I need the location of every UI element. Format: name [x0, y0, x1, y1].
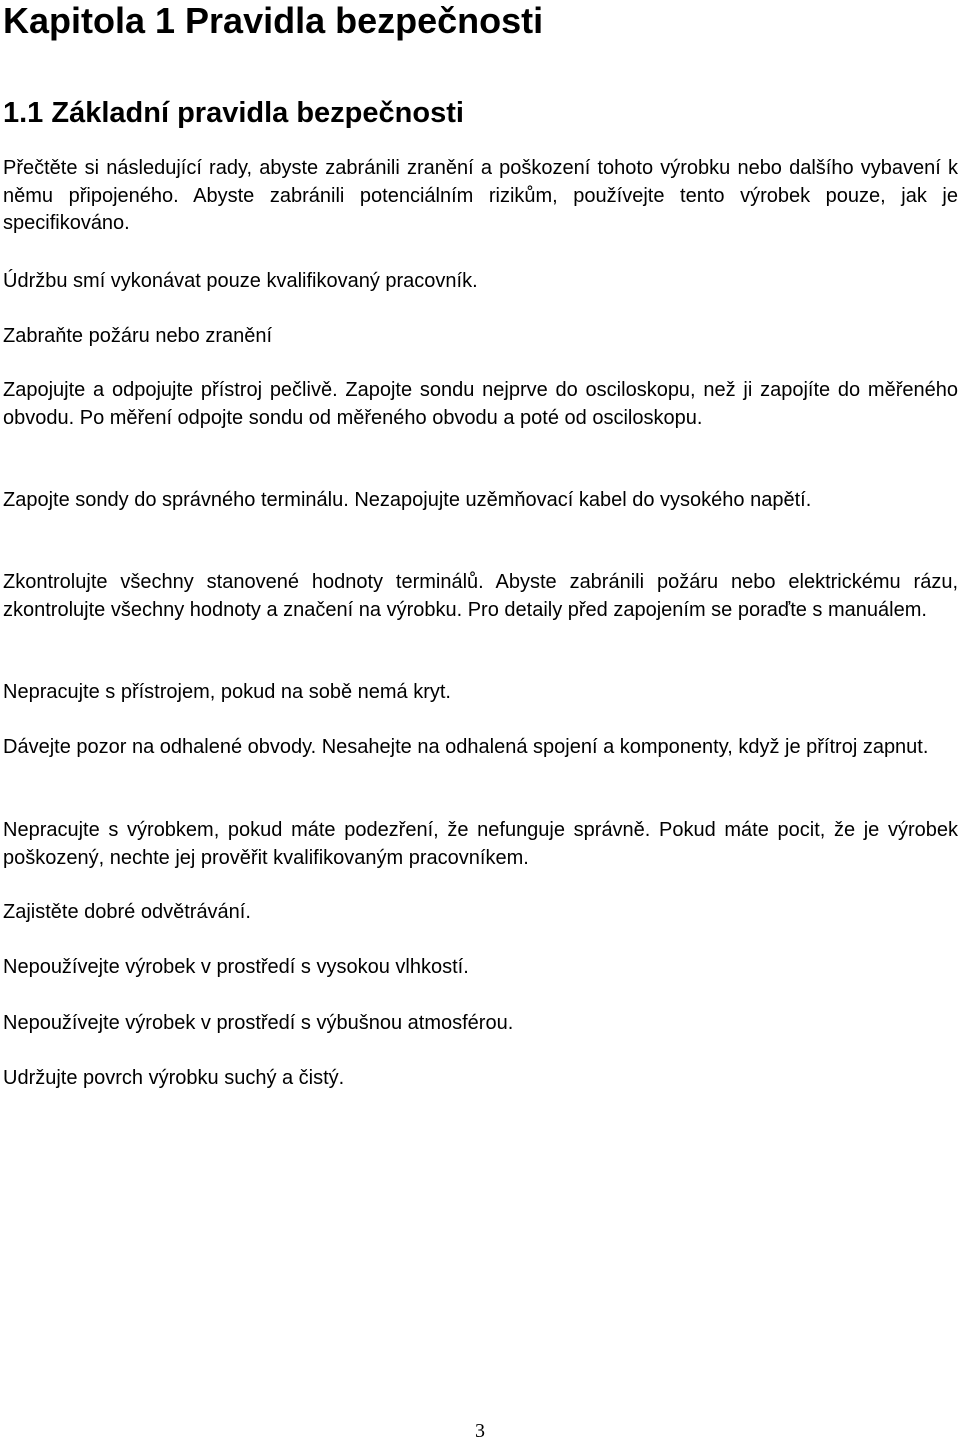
- paragraph-cover: Nepracujte s přístrojem, pokud na sobě nemá kryt.: [3, 681, 451, 703]
- paragraph-connect-disconnect: Zapojujte a odpojujte přístroj pečlivě. Zapojte sondu nejprve do osciloskopu, než ji zapojíte do měřeného obvodu. Po měření odpojte sondu od měřeného obvodu a poté od osciloskopu.: [3, 379, 958, 429]
- paragraph-maintenance: Údržbu smí vykonávat pouze kvalifikovaný pracovník.: [3, 270, 478, 292]
- paragraph-humidity: Nepoužívejte výrobek v prostředí s vysokou vlhkostí.: [3, 956, 469, 978]
- paragraph-suspected-failure: Nepracujte s výrobkem, pokud máte podezření, že nefunguje správně. Pokud máte pocit, že je výrobek poškozený, nechte jej prověřit kvalifikovaným pracovníkem.: [3, 819, 958, 869]
- paragraph-explosive: Nepoužívejte výrobek v prostředí s výbušnou atmosférou.: [3, 1012, 514, 1034]
- page-number: 3: [475, 1420, 485, 1442]
- paragraph-subheading-fire-injury: Zabraňte požáru nebo zranění: [3, 325, 273, 347]
- paragraph-check-ratings: Zkontrolujte všechny stanovené hodnoty terminálů. Abyste zabránili požáru nebo elektrickému rázu, zkontrolujte všechny hodnoty a značení na výrobku. Pro detaily před zapojením se poraďte s manuálem.: [3, 571, 958, 621]
- section-title: 1.1 Základní pravidla bezpečnosti: [3, 97, 464, 129]
- paragraph-ventilation: Zajistěte dobré odvětrávání.: [3, 901, 251, 923]
- chapter-title: Kapitola 1 Pravidla bezpečnosti: [3, 0, 544, 41]
- paragraph-probe-terminal: Zapojte sondy do správného terminálu. Nezapojujte uzěmňovací kabel do vysokého napětí.: [3, 489, 812, 511]
- paragraph-intro: Přečtěte si následující rady, abyste zabránili zranění a poškození tohoto výrobku nebo dalšího vybavení k němu připojeného. Abyste zabránili potenciálním rizikům, používejte tento výrobek pouze, jak je specifikováno.: [3, 157, 958, 234]
- paragraph-exposed-circuits: Dávejte pozor na odhalené obvody. Nesahejte na odhalená spojení a komponenty, když je přítroj zapnut.: [3, 736, 929, 758]
- paragraph-clean-dry: Udržujte povrch výrobku suchý a čistý.: [3, 1067, 345, 1089]
